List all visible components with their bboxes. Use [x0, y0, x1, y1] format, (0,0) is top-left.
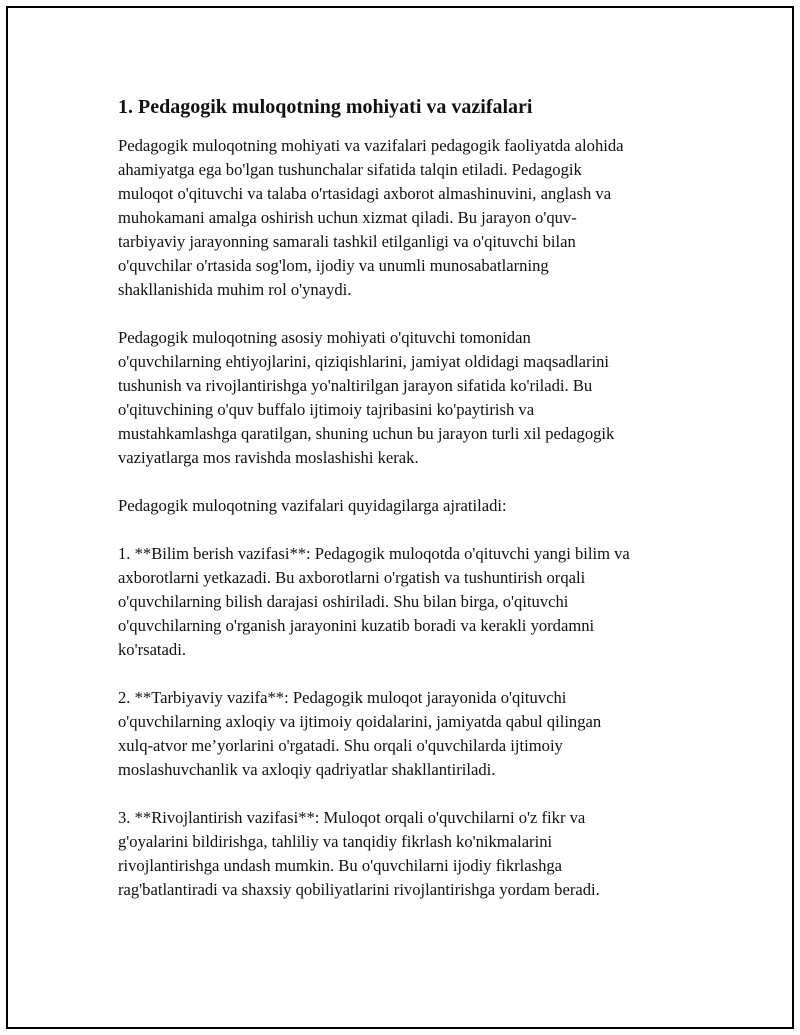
- text-line: 2. **Tarbiyaviy vazifa**: Pedagogik muloqot jarayonida o'qituvchi: [118, 688, 567, 707]
- text-line: tarbiyaviy jarayonning samarali tashkil etilganligi va o'qituvchi bilan: [118, 232, 576, 251]
- text-line: o'quvchilarning ehtiyojlarini, qiziqishlarini, jamiyat oldidagi maqsadlarini: [118, 352, 610, 371]
- paragraph-functions-intro: [118, 494, 698, 518]
- text-line: 3. **Rivojlantirish vazifasi**: Muloqot orqali o'quvchilarni o'z fikr va: [118, 808, 586, 827]
- text-line: mustahkamlashga qaratilgan, shuning uchun bu jarayon turli xil pedagogik: [118, 424, 615, 443]
- text-line: moslashuvchanlik va axloqiy qadriyatlar shakllantiriladi.: [118, 760, 496, 779]
- list-item-knowledge: [118, 542, 698, 662]
- text-line: shakllanishida muhim rol o'ynaydi.: [118, 280, 352, 299]
- text-line: rivojlantirishga undash mumkin. Bu o'quvchilarni ijodiy fikrlashga: [118, 856, 563, 875]
- text-line: Pedagogik muloqotning mohiyati va vazifalari pedagogik faoliyatda alohida: [118, 136, 624, 155]
- text-line: g'oyalarini bildirishga, tahliliy va tanqidiy fikrlash ko'nikmalarini: [118, 832, 553, 851]
- text-line: Pedagogik muloqotning asosiy mohiyati o'qituvchi tomonidan: [118, 328, 531, 347]
- list-item-development: [118, 806, 698, 902]
- document-body: [118, 94, 698, 926]
- text-line: muloqot o'qituvchi va talaba o'rtasidagi axborot almashinuvini, anglash va: [118, 184, 612, 203]
- text-line: xulq-atvor me’yorlarini o'rgatadi. Shu orqali o'quvchilarda ijtimoiy: [118, 736, 563, 755]
- text-line: vaziyatlarga mos ravishda moslashishi kerak.: [118, 448, 419, 467]
- text-line: axborotlarni yetkazadi. Bu axborotlarni o'rgatish va tushuntirish orqali: [118, 568, 586, 587]
- text-line: o'quvchilarning o'rganish jarayonini kuzatib boradi va kerakli yordamni: [118, 616, 595, 635]
- paragraph-intro: [118, 134, 698, 302]
- text-line: o'quvchilarning bilish darajasi oshiriladi. Shu bilan birga, o'qituvchi: [118, 592, 569, 611]
- text-line: o'qituvchining o'quv buffalo ijtimoiy tajribasini ko'paytirish va: [118, 400, 535, 419]
- section-heading: 1. Pedagogik muloqotning mohiyati va vazifalari: [118, 96, 533, 118]
- text-line: tushunish va rivojlantirishga yo'naltirilgan jarayon sifatida ko'riladi. Bu: [118, 376, 593, 395]
- text-line: ahamiyatga ega bo'lgan tushunchalar sifatida talqin etiladi. Pedagogik: [118, 160, 582, 179]
- text-line: ko'rsatadi.: [118, 640, 186, 659]
- text-line: o'quvchilar o'rtasida sog'lom, ijodiy va unumli munosabatlarning: [118, 256, 549, 275]
- text-line: 1. **Bilim berish vazifasi**: Pedagogik muloqotda o'qituvchi yangi bilim va: [118, 544, 630, 563]
- list-item-upbringing: [118, 686, 698, 782]
- text-line: Pedagogik muloqotning vazifalari quyidagilarga ajratiladi:: [118, 496, 507, 515]
- paragraph-essence: [118, 326, 698, 470]
- text-line: rag'batlantiradi va shaxsiy qobiliyatlarini rivojlantirishga yordam beradi.: [118, 880, 600, 899]
- text-line: muhokamani amalga oshirish uchun xizmat qiladi. Bu jarayon o'quv-: [118, 208, 577, 227]
- text-line: o'quvchilarning axloqiy va ijtimoiy qoidalarini, jamiyatda qabul qilingan: [118, 712, 602, 731]
